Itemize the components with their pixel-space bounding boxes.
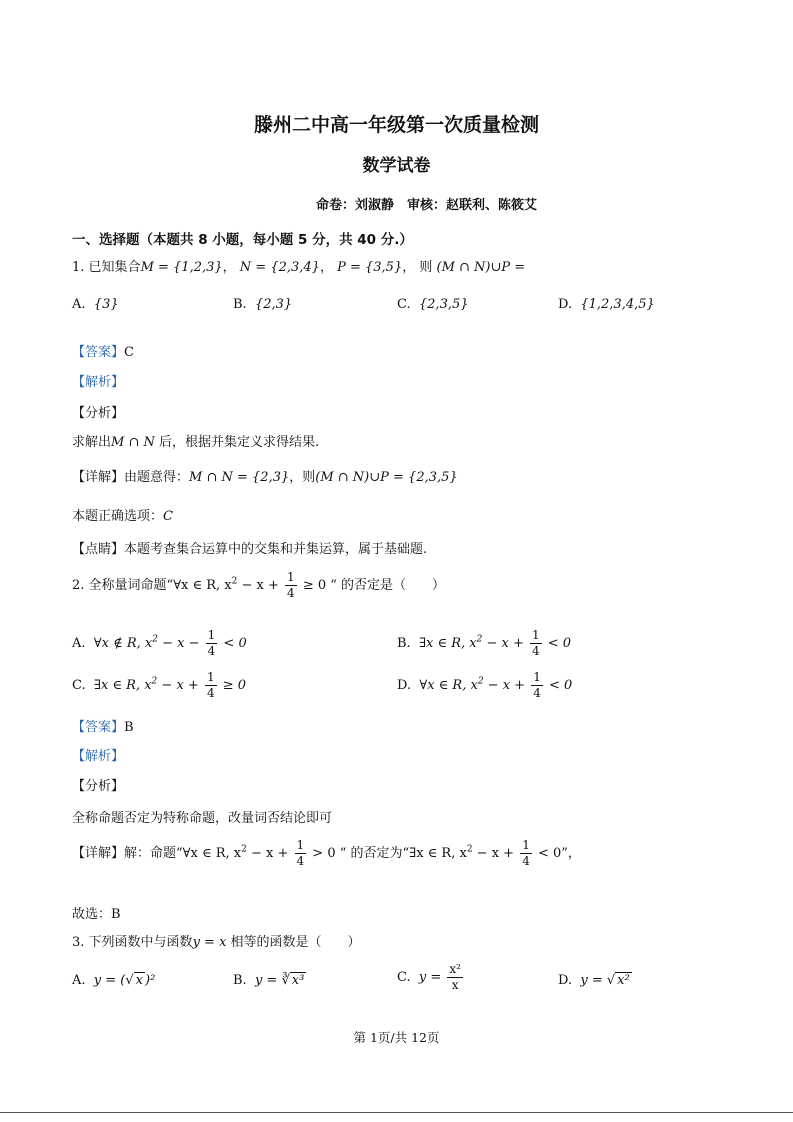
question-1-stem: 1. 已知集合M = {1,2,3}， N = {2,3,4}， P = {3,5}， 则 (M ∩ N)∪P =: [72, 260, 526, 275]
detail-line: 【详解】解：命题“∀x ∈ R, $x^2 - x$ + $\frac{1}{4}$ > 0 “ 的否定为“∃x ∈ R, $x^2 - x$ + $\frac{1}{4}$ < 0”，: [72, 838, 581, 868]
option-d: D. ∀x ∈ R, $x^2 - x$ + $\frac{1}{4}$ < 0: [397, 670, 573, 700]
stem-text: 已知集合: [88, 260, 141, 275]
fenxi-tag: 【分析】: [72, 779, 125, 794]
section-heading: 一、选择题（本题共 8 小题，每小题 5 分，共 40 分.）: [72, 232, 413, 248]
choice-line: 故选：B: [72, 907, 121, 922]
option-b: B. y = ∛ x³: [233, 973, 305, 988]
bottom-divider: [0, 1112, 793, 1113]
answer-line: 【答案】B: [72, 720, 134, 735]
set-expression: (M ∩ N)∪P =: [436, 260, 526, 275]
answer-value: C: [124, 345, 134, 360]
set-m: M = {1,2,3}: [140, 260, 223, 275]
answer-line: [72, 341, 134, 360]
option-a: A. ∀x ∉ R, $x^2 - x$ − $\frac{1}{4}$ < 0: [72, 628, 247, 658]
fraction: $\frac{1}{4}$: [287, 570, 295, 600]
set-n: N = {2,3,4}: [239, 260, 320, 275]
page-footer: 第 1页/共 12页: [353, 1030, 440, 1045]
analysis-tag: 【解析】: [72, 375, 125, 390]
set-p: P = {3,5}: [337, 260, 403, 275]
question-3-stem: 3. 下列函数中与函数y = x 相等的函数是（ ）: [72, 935, 361, 950]
option-d: D. y = √ x²: [558, 973, 630, 988]
analysis-tag: 【解析】: [72, 749, 125, 764]
page-subtitle: 数学试卷: [362, 156, 431, 176]
detail-line: 【详解】由题意得：M ∩ N = {2,3}，则(M ∩ N)∪P = {2,3,5}: [72, 470, 458, 485]
authors-line: 命卷：刘淑静 审核：赵联利、陈筱艾: [315, 198, 537, 213]
comment-line: 【点睛】本题考查集合运算中的交集和并集运算，属于基础题.: [72, 542, 428, 557]
fenxi-text: 求解出M ∩ N 后，根据并集定义求得结果.: [72, 435, 320, 450]
option-d: D. {1,2,3,4,5}: [558, 297, 655, 312]
option-c: C. y = $\frac{\text{x²}}{x}$: [397, 962, 461, 992]
option-a: A. {3}: [72, 297, 119, 312]
option-b: B. ∃x ∈ R, $x^2 - x$ + $\frac{1}{4}$ < 0: [397, 628, 572, 658]
fenxi-tag: 【分析】: [72, 406, 125, 421]
question-number: 1.: [72, 260, 85, 275]
option-c: C. {2,3,5}: [397, 297, 469, 312]
stem-text: 则: [419, 260, 433, 275]
fenxi-text: 全称命题否定为特称命题，改量词否结论即可: [72, 811, 333, 826]
option-c: C. ∃x ∈ R, $x^2 - x$ + $\frac{1}{4}$ ≥ 0: [72, 670, 247, 700]
option-b: B. {2,3}: [233, 297, 293, 312]
answer-tag: 【答案】: [72, 345, 125, 360]
correct-line: 本题正确选项：C: [72, 509, 173, 524]
question-2-stem: 2. 全称量词命题“∀x ∈ R, $x^2 - x$ + $\frac{1}{4}$ ≥ 0 “ 的否定是（ ）: [72, 570, 446, 600]
option-a: A. y = (√ x )²: [72, 973, 156, 988]
page-title: 滕州二中高一年级第一次质量检测: [253, 114, 539, 136]
